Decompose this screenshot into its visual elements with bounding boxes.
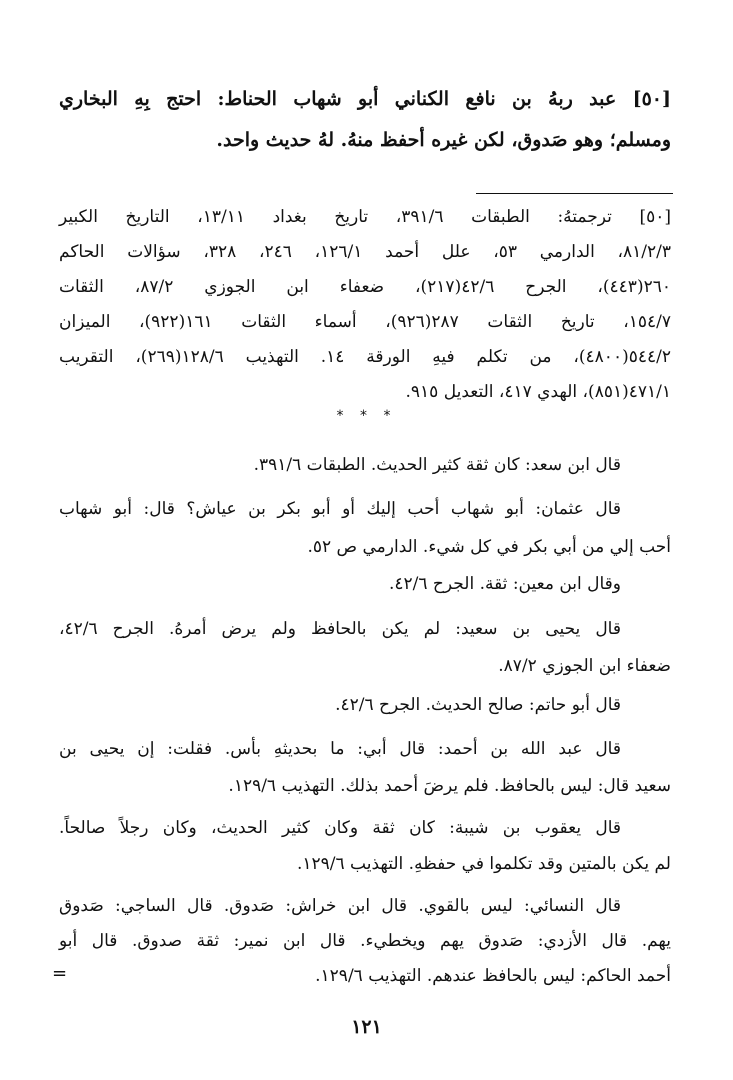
quote-line: ضعفاء ابن الجوزي ٨٧/٢.: [498, 656, 671, 676]
reference-line: ٢٦٠(٤٤٣)، الجرح ٤٢/٦(٢١٧)، ضعفاء ابن الجوزي ٨٧/٢، الثقات: [59, 277, 671, 297]
quote-line: يهم. قال الأزدي: صَدوق يهم ويخطيء. قال ابن نمير: ثقة صدوق. قال أبو: [59, 931, 671, 951]
quote-line: أحمد الحاكم: ليس بالحافظ عندهم. التهذيب ١٢٩/٦.: [315, 966, 671, 986]
quote-line: وقال ابن معين: ثقة. الجرح ٤٢/٦.: [389, 574, 621, 594]
quote-line: قال ابن سعد: كان ثقة كثير الحديث. الطبقات ٣٩١/٦.: [253, 455, 621, 475]
reference-line: ١٥٤/٧، تاريخ الثقات ٢٨٧(٩٢٦)، أسماء الثقات ١٦١(٩٢٢)، الميزان: [59, 312, 671, 332]
reference-line: ٤٧١/١(٨٥١)، الهدي ٤١٧، التعديل ٩١٥.: [405, 382, 671, 402]
quote-line: قال عبد الله بن أحمد: قال أبي: ما بحديثهِ بأس. فقلت: إن يحيى بن: [59, 739, 621, 759]
page-number: ١٢١: [351, 1016, 382, 1038]
reference-line: [٥٠] ترجمتهُ: الطبقات ٣٩١/٦، تاريخ بغداد ١٣/١١، التاريخ الكبير: [59, 207, 671, 227]
quote-line: قال أبو حاتم: صالح الحديث. الجرح ٤٢/٦.: [335, 695, 621, 715]
quote-line: لم يكن بالمتين وقد تكلموا في حفظهِ. التهذيب ١٢٩/٦.: [296, 854, 671, 874]
entry-line: ومسلم؛ وهو صَدوق، لكن غيره أحفظ منهُ. لهُ حديث واحد.: [216, 129, 671, 151]
quote-line: قال يعقوب بن شيبة: كان ثقة وكان كثير الحديث، وكان رجلاً صالحاً.: [59, 818, 621, 838]
quote-line: أحب إلي من أبي بكر في كل شيء. الدارمي ص ٥٢.: [307, 537, 671, 557]
quote-line: قال عثمان: أبو شهاب أحب إليك أو أبو بكر بن عياش؟ قال: أبو شهاب: [59, 499, 621, 519]
reference-line: ٨١/٢/٣، الدارمي ٥٣، علل أحمد ١٢٦/١، ٢٤٦، ٣٢٨، سؤالات الحاكم: [59, 242, 671, 262]
quote-line: سعيد قال: ليس بالحافظ. فلم يرضَ أحمد بذلك. التهذيب ١٢٩/٦.: [228, 776, 671, 796]
quote-line: قال يحيى بن سعيد: لم يكن بالحافظ ولم يرض أمرهُ. الجرح ٤٢/٦،: [59, 619, 621, 639]
reference-line: ٥٤٤/٢(٤٨٠٠)، من تكلم فيهِ الورقة ١٤. التهذيب ١٢٨/٦(٢٦٩)، التقريب: [59, 347, 671, 367]
quote-line: قال النسائي: ليس بالقوي. قال ابن خراش: صَدوق. قال الساجي: صَدوق: [59, 896, 621, 916]
entry-line: [٥٠] عبد ربهُ بن نافع الكناني أبو شهاب الحناط: احتج بِهِ البخاري: [59, 88, 671, 110]
section-separator: * * *: [336, 408, 397, 424]
footnote-rule: [476, 193, 673, 194]
continuation-mark: =: [52, 963, 68, 984]
